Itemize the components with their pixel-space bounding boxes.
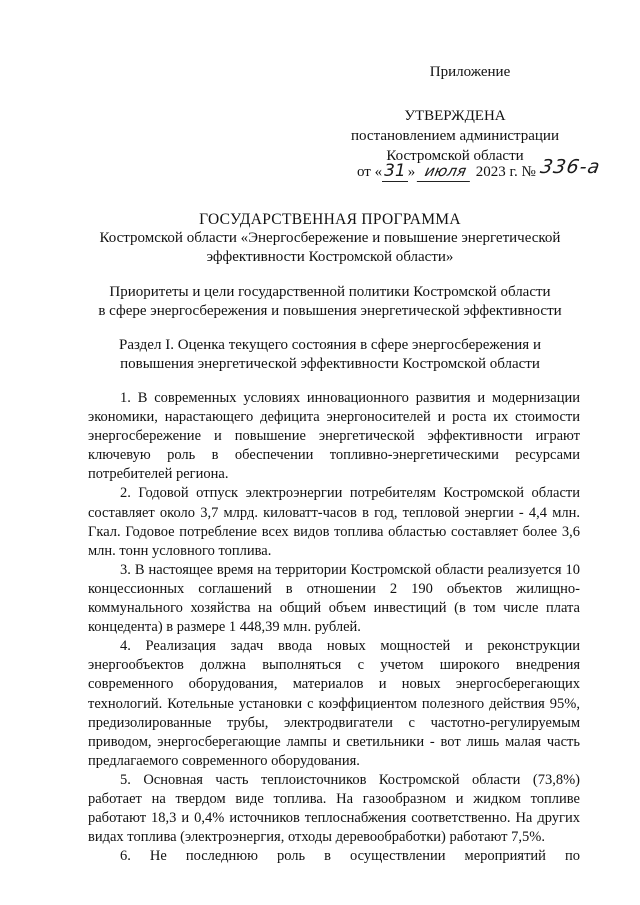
approved-label: УТВЕРЖДЕНА — [404, 108, 506, 124]
handwritten-day: 31 — [384, 161, 406, 181]
paragraph-4: 4. Реализация задач ввода новых мощностей и реконструкции энергообъектов должна выполняться с учетом широкого внедрения современного оборудования, материалов и новых энергосберегающих технологий. Котельные установки с коэффициентом полезного действия 95%, предизолированные трубы, электродвигатели с частотно-регулируемым приводом, энергосберегающие лампы и светильники - вот лишь малая часть предлагаемого современного оборудования. — [88, 638, 580, 769]
paragraph-3: 3. В настоящее время на территории Костромской области реализуется 10 концессионных соглашений в отношении 2 190 объектов жилищно-коммунального хозяйства на общий объем инвестиций (в том числе плата концедента) в размере 1 448,39 млн. рублей. — [88, 561, 580, 636]
approved-by-label: постановлением администрации — [351, 128, 559, 144]
paragraph-2: 2. Годовой отпуск электроэнергии потребителям Костромской области составляет около 3,7 млрд. киловатт-часов в год, тепловой энергии - 4,4 млн. Гкал. Годовое потребление всех видов топлива областью составляет более 3,6 млн. тонн условного топлива. — [88, 485, 580, 559]
date-quote-close: » — [407, 164, 416, 180]
section-heading: Раздел I. Оценка текущего состояния в сфере энергосбережения и повышения энергетической эффективности Костромской области — [119, 337, 541, 372]
priorities-heading: Приоритеты и цели государственной политики Костромской области в сфере энергосбережения и повышения энергетической эффективности — [98, 284, 562, 319]
handwritten-document-number: 336-а — [538, 156, 602, 178]
handwritten-month: июля — [417, 161, 474, 182]
paragraph-1: 1. В современных условиях инновационного развития и модернизации экономики, нарастающего дефицита энергоносителей и роста их стоимости энергосбережение и повышение энергетической эффективности играют ключевую роль в обеспечении топливно-энергетическими ресурсами потребителей региона. — [88, 390, 580, 483]
annex-label: Приложение — [429, 64, 511, 80]
date-year: 2023 г. № — [472, 164, 540, 180]
body-text — [88, 389, 580, 866]
date-prefix: от « — [357, 164, 383, 180]
paragraph-5: 5. Основная часть теплоисточников Костромской области (73,8%) работает на твердом виде топлива. На газообразном и жидком топливе работают 18,3 и 0,4% источников теплоснабжения соответственно. На других видах топлива (электроэнергия, отходы деревообработки) работают 7,5%. — [88, 771, 580, 846]
program-title: ГОСУДАРСТВЕННАЯ ПРОГРАММА — [199, 211, 461, 228]
program-name: Костромской области «Энергосбережение и повышение энергетической эффективности Костромской области» — [99, 230, 561, 265]
approving-region-label: Костромской области — [386, 148, 524, 164]
paragraph-6: 6. Не последнюю роль в осуществлении мероприятий по — [120, 848, 580, 865]
